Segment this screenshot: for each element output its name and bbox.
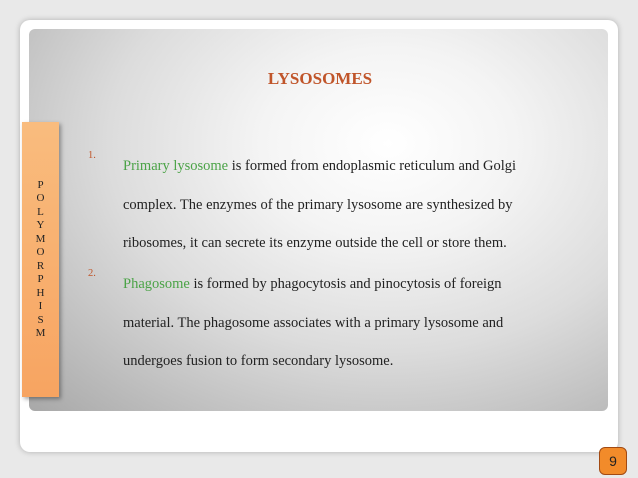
side-tab-letter: P [37, 178, 44, 191]
list-item-term: Phagosome [123, 276, 190, 292]
side-tab-letter: H [36, 286, 45, 299]
list-item-line: is formed from endoplasmic reticulum and Golgi [228, 158, 517, 174]
list-item-number: 1. [88, 150, 96, 161]
side-tab-letter: L [37, 205, 44, 218]
side-tab-letter: S [37, 313, 44, 326]
side-tab-letter: I [38, 300, 43, 312]
side-tab-letter: O [36, 246, 45, 258]
list-item-line: ribosomes, it can secrete its enzyme outside the cell or store them. [123, 235, 507, 251]
side-tab-letter: M [35, 232, 46, 245]
list-item-term: Primary lysosome [123, 158, 229, 174]
side-tab-letter: R [36, 259, 45, 272]
side-tab-letter: M [35, 327, 46, 339]
side-tab-letter: Y [36, 219, 45, 231]
slide-title: LYSOSOMES [267, 69, 373, 88]
list-item-line: material. The phagosome associates with a primary lysosome and [123, 314, 504, 331]
list-item-text [123, 265, 568, 381]
page-number-badge: 9 [599, 447, 627, 475]
side-tab-letter: O [36, 192, 45, 204]
list-item-line: undergoes fusion to form secondary lysosome. [123, 353, 394, 369]
list-item-line: is formed by phagocytosis and pinocytosis of foreign [189, 276, 502, 292]
side-tab [22, 122, 59, 397]
side-tab-letter: P [37, 273, 44, 285]
list-item-line: complex. The enzymes of the primary lysosome are synthesized by [123, 196, 513, 213]
list-item-text [123, 147, 568, 263]
list-item-number: 2. [88, 268, 96, 279]
